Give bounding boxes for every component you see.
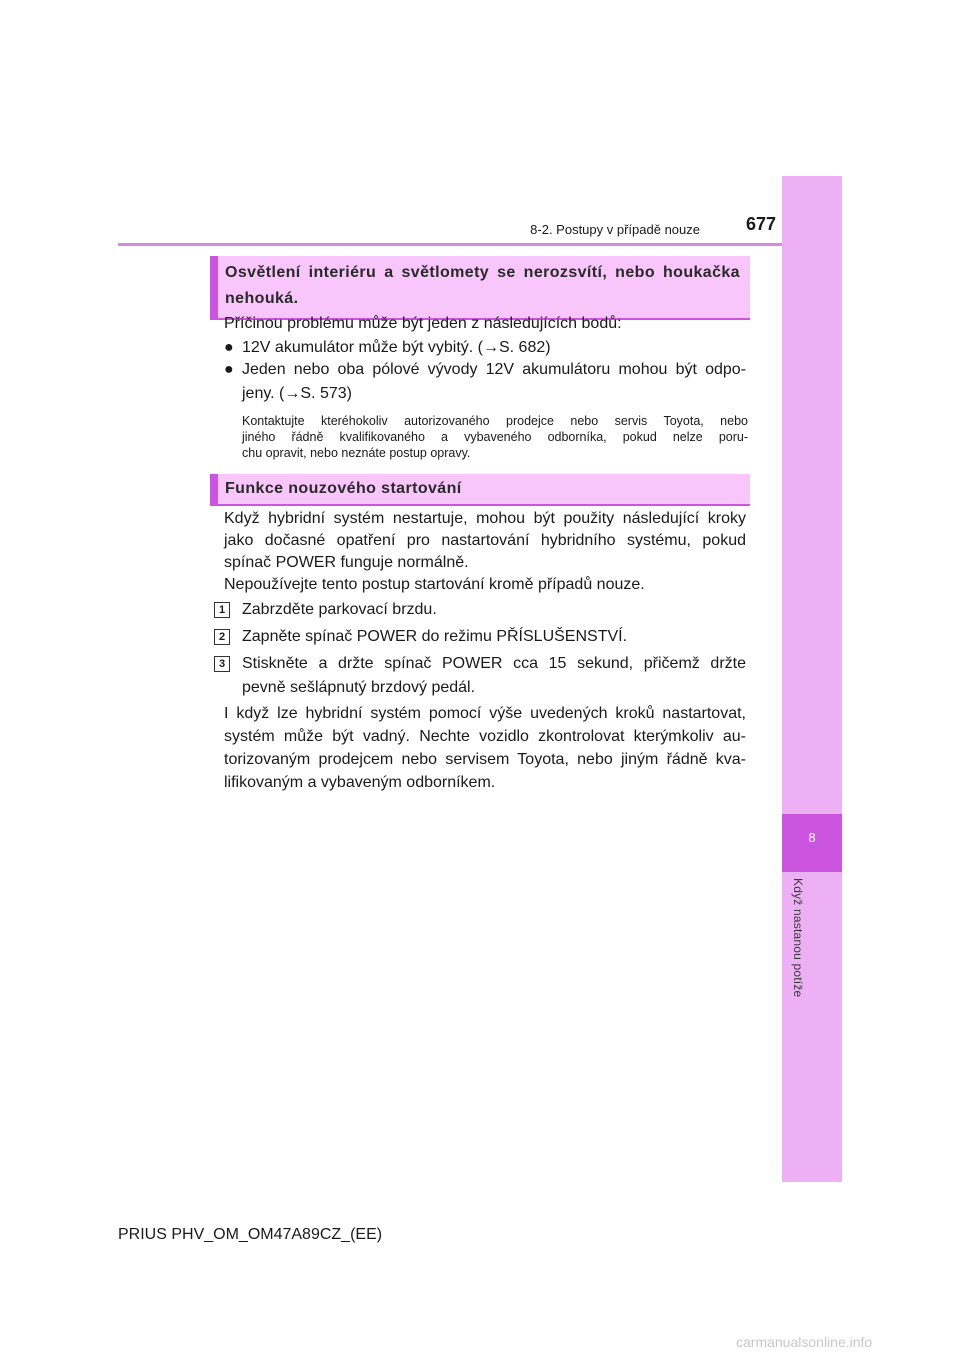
section-heading-line: Osvětlení interiéru a světlomety se nerozsvítí, nebo houkačka [225, 264, 740, 281]
note-line: Kontaktujte kteréhokoliv autorizovaného prodejce nebo servis Toyota, nebo [242, 414, 748, 428]
emergency-outro [224, 702, 746, 794]
watermark: carmanualsonline.info [736, 1334, 873, 1350]
paragraph-line: jako dočasné opatření pro nastartování hybridního systému, pokud [224, 532, 746, 549]
page-number: 677 [745, 214, 776, 234]
step-number: 3 [214, 656, 230, 672]
service-note [242, 413, 748, 461]
list-item [224, 358, 746, 408]
header-section-title: 8-2. Postupy v případě nouze [530, 222, 700, 237]
note-line: chu opravit, nebo neznáte postup opravy. [242, 446, 471, 460]
paragraph-line: torizovaným prodejcem nebo servisem Toyota, nebo jiným řádně kva- [224, 751, 746, 768]
step-number: 2 [214, 629, 230, 645]
list-item-text: 12V akumulátor může být vybitý. (→S. 682) [242, 339, 551, 356]
section-heading-emergency-start [210, 474, 750, 506]
document-code: PRIUS PHV_OM_OM47A89CZ_(EE) [118, 1226, 383, 1243]
step-number: 1 [214, 602, 230, 618]
bullet-icon: ● [224, 361, 234, 378]
step-text: Zabrzděte parkovací brzdu. [242, 601, 437, 618]
step-text-line: Stiskněte a držte spínač POWER cca 15 sekund, přičemž držte [242, 655, 746, 672]
list-item-text: Jeden nebo oba pólové vývody 12V akumulátoru mohou být odpo- [242, 361, 746, 378]
chapter-label: Když nastanou potíže [791, 878, 805, 998]
note-line: jiného řádně kvalifikovaného a vybaveného odborníka, pokud nelze poru- [242, 430, 748, 444]
bullet-icon: ● [224, 339, 234, 356]
section-heading-lights [210, 256, 750, 320]
chapter-side-tab [782, 176, 842, 1182]
paragraph-line: Když hybridní systém nestartuje, mohou být použity následující kroky [224, 510, 746, 527]
paragraph-line: I když lze hybridní systém pomocí výše uvedených kroků nastartovat, [224, 705, 746, 722]
chapter-number-tab: 8 [782, 814, 842, 872]
paragraph-line: systém může být vadný. Nechte vozidlo zkontrolovat kterýmkoliv au- [224, 728, 746, 745]
step-text: Zapněte spínač POWER do režimu PŘÍSLUŠENSTVÍ. [242, 628, 628, 645]
header-divider [118, 243, 782, 246]
section-heading-line: Funkce nouzového startování [225, 480, 462, 497]
paragraph-line: Nepoužívejte tento postup startování kromě případů nouze. [224, 576, 645, 593]
step-text-line: pevně sešlápnutý brzdový pedál. [242, 679, 476, 696]
emergency-intro [224, 508, 746, 596]
cause-intro: Příčinou problému může být jeden z následujících bodů: [224, 315, 622, 332]
step-text [242, 652, 746, 700]
paragraph-line: spínač POWER funguje normálně. [224, 554, 469, 571]
section-heading-line: nehouká. [225, 290, 299, 307]
list-item-text: jeny. (→S. 573) [242, 385, 352, 402]
paragraph-line: lifikovaným a vybaveným odborníkem. [224, 774, 496, 791]
